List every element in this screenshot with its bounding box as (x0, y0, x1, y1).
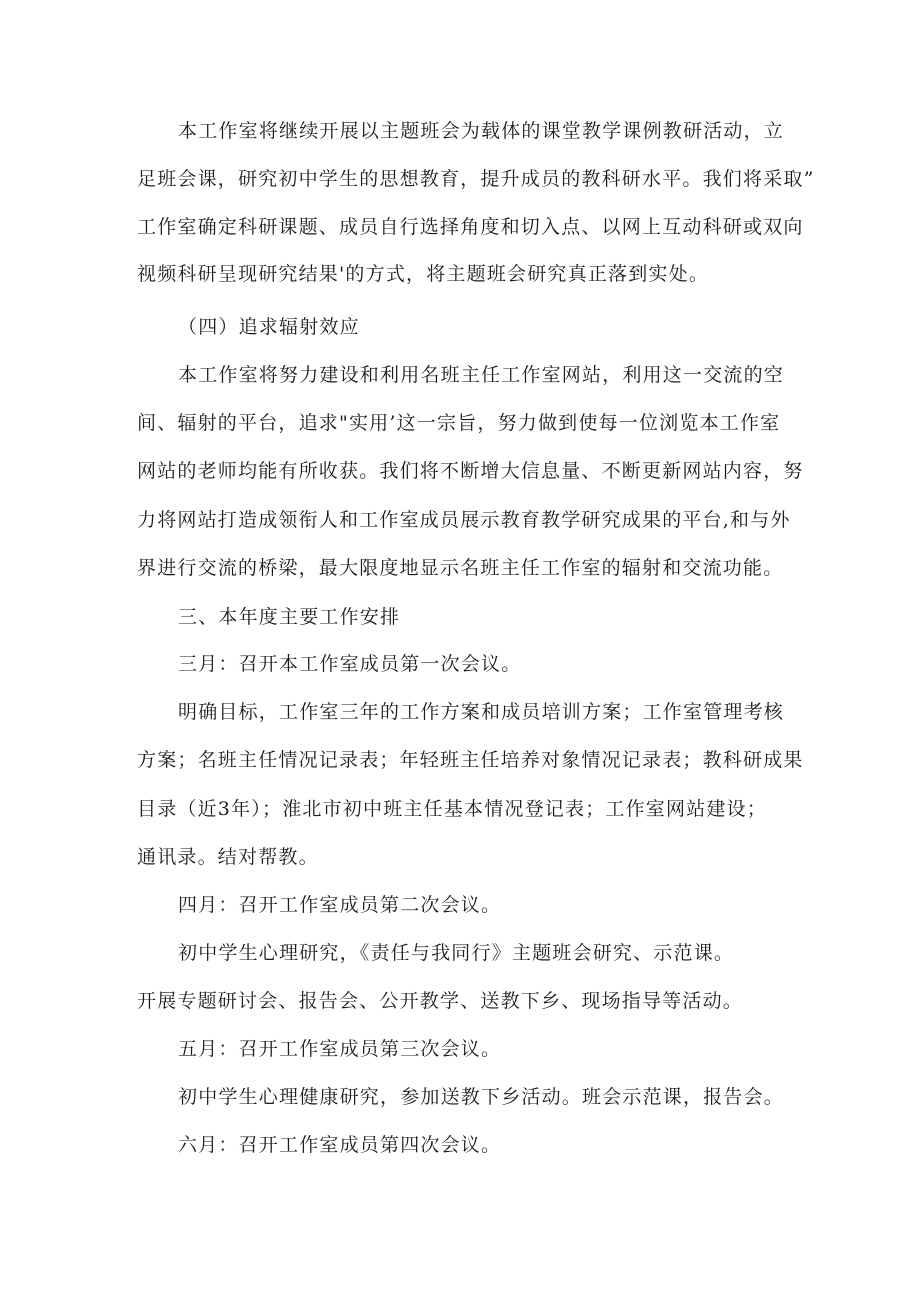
paragraph-line: 本工作室将继续开展以主题班会为载体的课堂教学课例教研活动，立 (178, 120, 785, 142)
paragraph-line: 本工作室将努力建设和利用名班主任工作室网站，利用这一交流的空 (178, 364, 785, 386)
paragraph-line: 明确目标，工作室三年的工作方案和成员培训方案；工作室管理考核 (178, 701, 785, 723)
paragraph-line: 间、辐射的平台，追求"实用’这一宗旨，努力做到使每一位浏览本工作室 (137, 412, 781, 434)
paragraph-line: 力将网站打造成领衔人和工作室成员展示教育教学研究成果的平台,和与外 (137, 509, 791, 531)
paragraph-line: 视频科研呈现研究结果'的方式，将主题班会研究真正落到实处。 (137, 263, 710, 285)
paragraph-line: 通讯录。结对帮教。 (137, 846, 319, 868)
section-heading: （四）追求辐射效应 (178, 316, 360, 338)
paragraph-line: 三月：召开本工作室成员第一次会议。 (178, 653, 522, 675)
paragraph-line: 方案；名班主任情况记录表；年轻班主任培养对象情况记录表；教科研成果 (137, 749, 804, 771)
paragraph-line: 足班会课，研究初中学生的思想教育，提升成员的教科研水平。我们将采取” (137, 168, 815, 190)
section-heading: 三、本年度主要工作安排 (178, 606, 401, 628)
paragraph-line: 五月：召开工作室成员第三次会议。 (178, 1038, 502, 1060)
paragraph-line: 初中学生心理研究，《责任与我同行》主题班会研究、示范课。 (178, 942, 735, 964)
paragraph-line: 开展专题研讨会、报告会、公开教学、送教下乡、现场指导等活动。 (137, 990, 744, 1012)
paragraph-line: 六月：召开工作室成员第四次会议。 (178, 1134, 502, 1156)
paragraph-line: 四月：召开工作室成员第二次会议。 (178, 894, 502, 916)
paragraph-line: 初中学生心理健康研究，参加送教下乡活动。班会示范课，报告会。 (178, 1086, 785, 1108)
paragraph-line: 网站的老师均能有所收获。我们将不断增大信息量、不断更新网站内容，努 (137, 460, 804, 482)
paragraph-line: 工作室确定科研课题、成员自行选择角度和切入点、以网上互动科研或双向 (137, 216, 804, 238)
paragraph-line: 目录（近3年）；淮北市初中班主任基本情况登记表；工作室网站建设； (137, 798, 767, 820)
paragraph-line: 界进行交流的桥梁，最大限度地显示名班主任工作室的辐射和交流功能。 (137, 557, 784, 579)
